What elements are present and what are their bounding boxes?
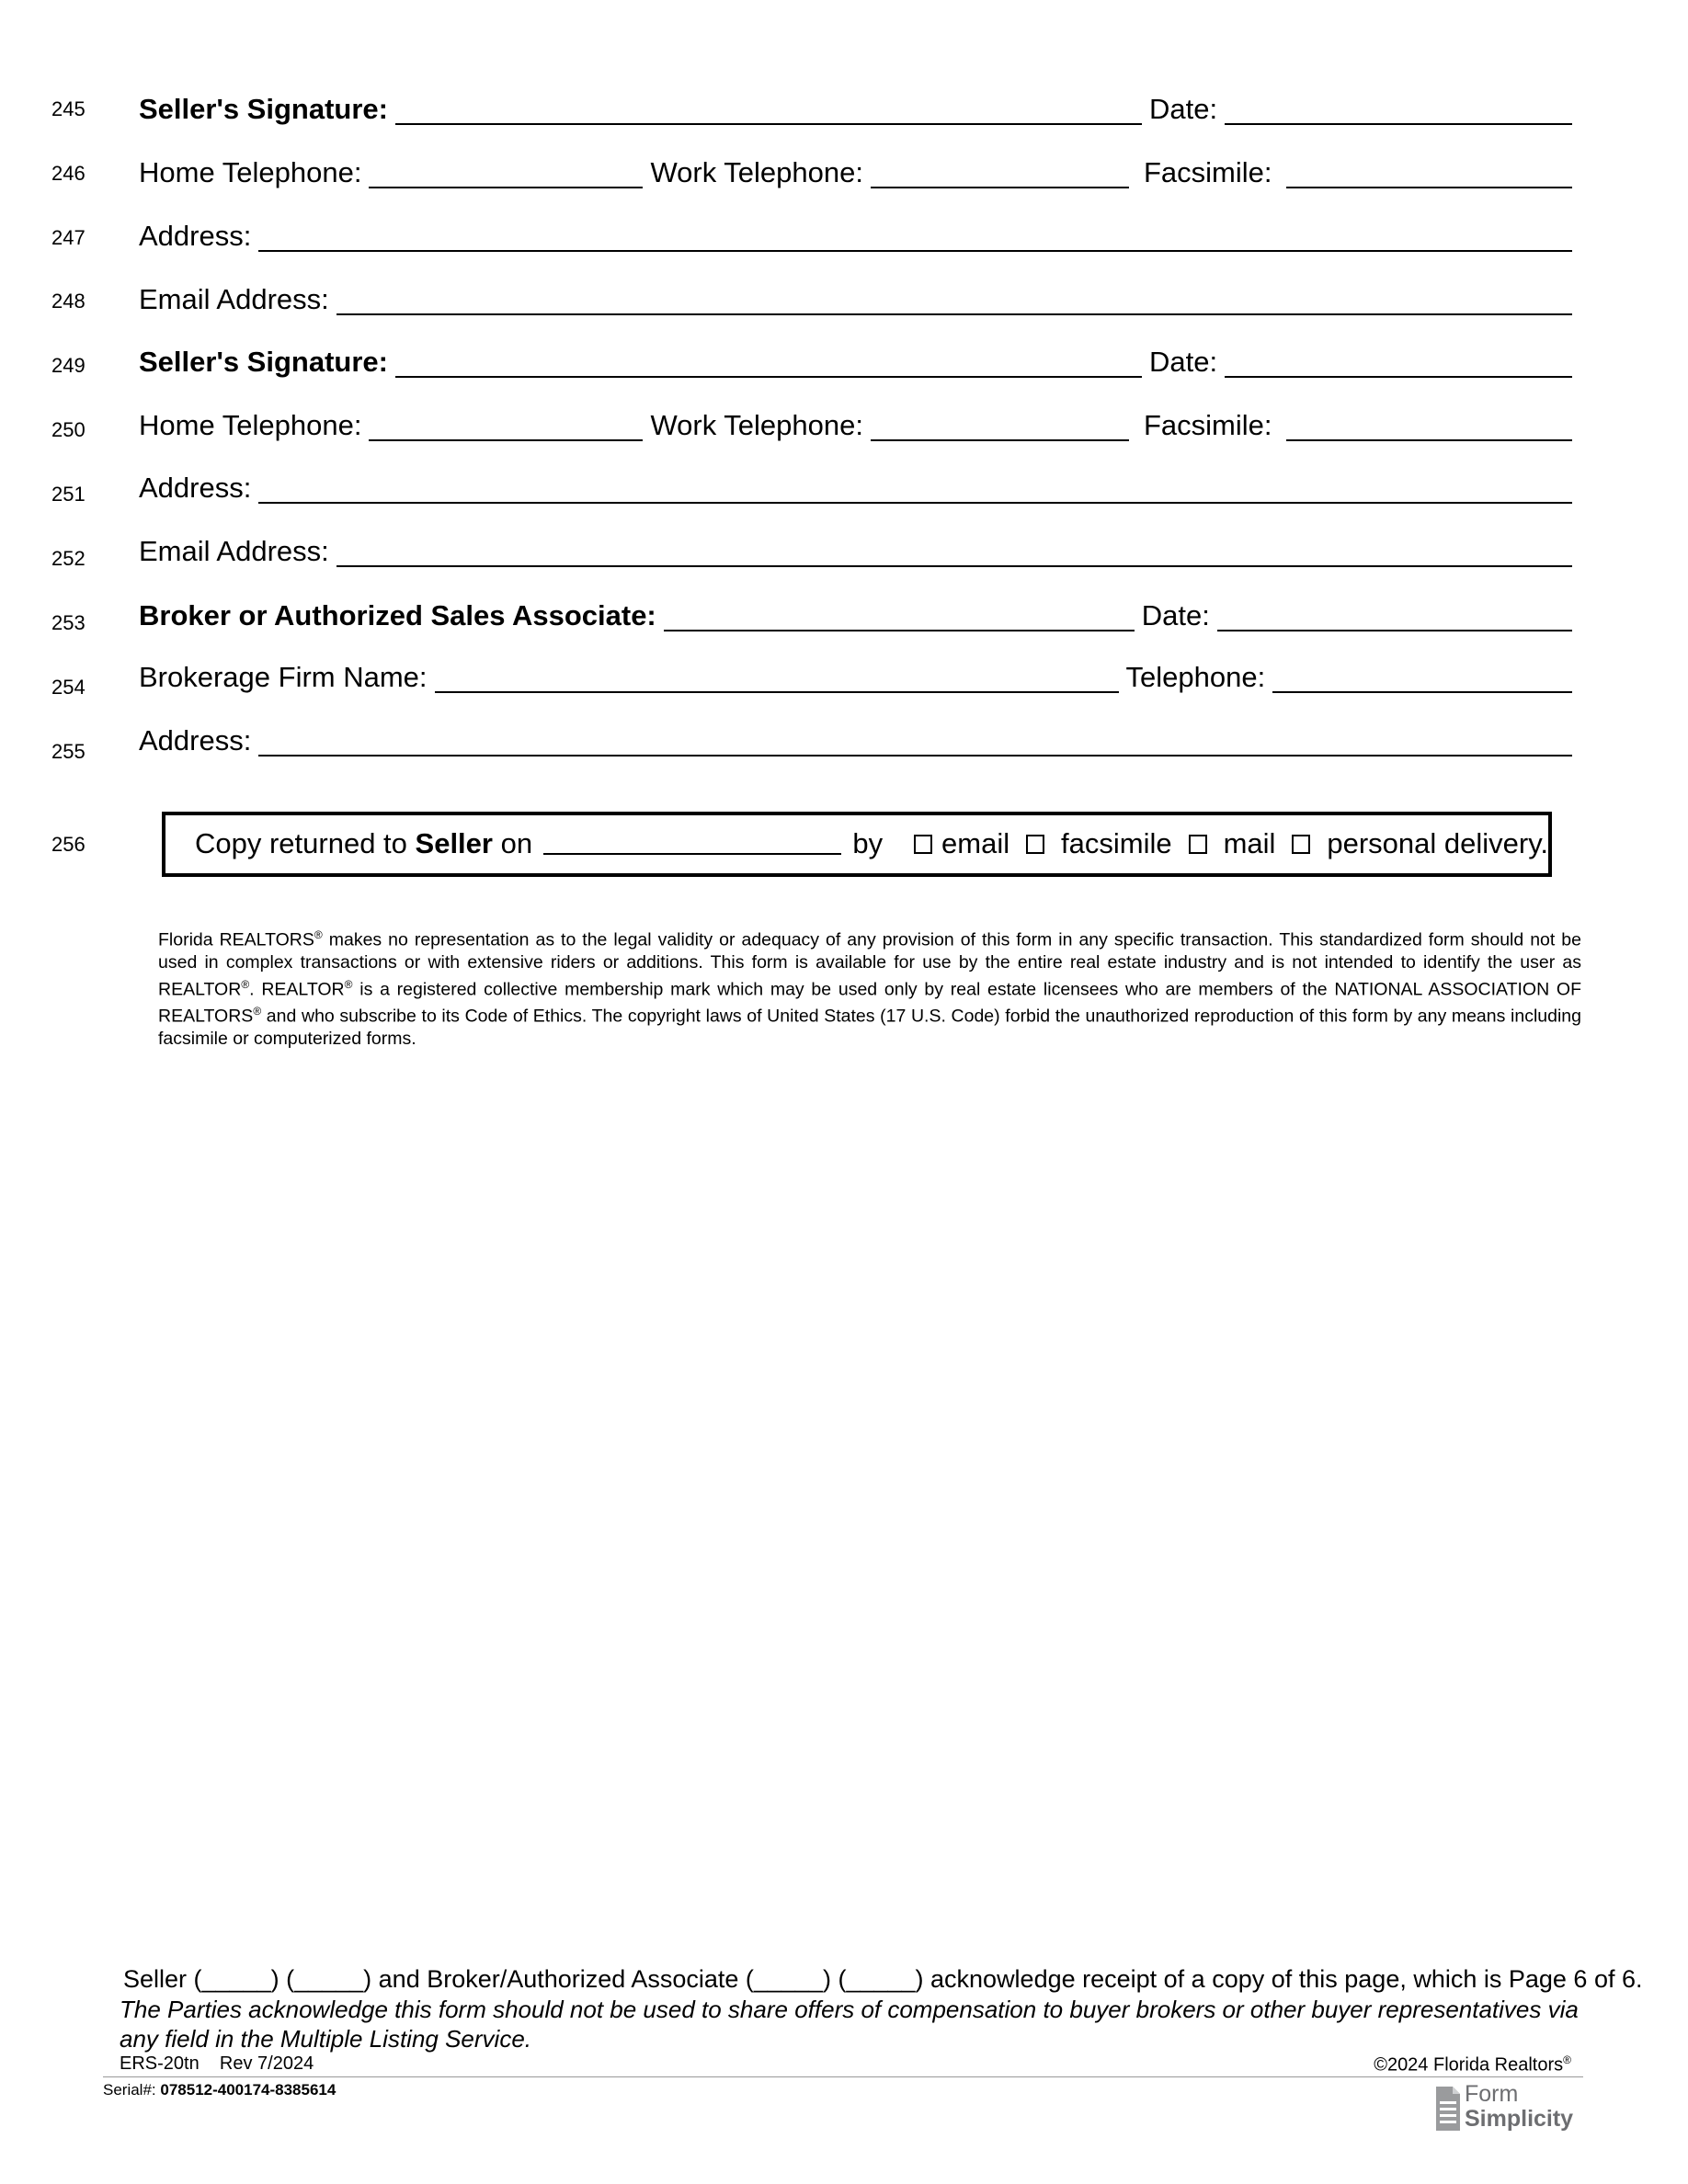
footer-divider <box>103 2076 1583 2077</box>
line-number: 249 <box>51 354 86 377</box>
acknowledgement-line: Seller (_____) (_____) and Broker/Authorized Associate (_____) (_____) acknowledge receipt of a copy of this page, which is Page 6 of 6. <box>123 1965 1643 1993</box>
work-telephone-field[interactable] <box>871 186 1129 188</box>
field-label: Address: <box>139 724 252 756</box>
field-label: Facsimile: <box>1143 156 1272 188</box>
disclaimer-text: Florida REALTORS <box>158 929 314 950</box>
legal-disclaimer <box>158 924 1581 1050</box>
copy-returned-label: Copy returned to <box>195 826 416 859</box>
disclaimer-text: and who subscribe to its Code of Ethics. The copyright laws of United States (17 U.S. Code) forbid the unauthorized reproduction of this form by any means including facsimile or computerized forms. <box>158 1006 1581 1049</box>
seller-label: Seller <box>415 826 493 859</box>
field-label: Work Telephone: <box>650 156 863 188</box>
seller-signature-row-2 <box>139 341 1572 378</box>
address-field[interactable] <box>258 501 1572 504</box>
address-field[interactable] <box>258 754 1572 756</box>
seller-email-row-2 <box>139 530 1572 567</box>
option-label: email <box>941 826 1010 859</box>
seller-signature-field[interactable] <box>395 122 1142 125</box>
broker-signature-field[interactable] <box>664 629 1135 631</box>
line-number: 251 <box>51 483 86 506</box>
line-number: 253 <box>51 611 86 634</box>
on-label: on <box>492 826 533 859</box>
seller-phone-row-2 <box>139 404 1572 441</box>
line-number: 250 <box>51 418 86 441</box>
date-field[interactable] <box>1225 375 1572 378</box>
field-label: Date: <box>1141 599 1210 631</box>
registered-mark: ® <box>1563 2053 1571 2066</box>
seller-address-row-1 <box>139 215 1572 252</box>
line-number: 255 <box>51 740 86 763</box>
copy-returned-box <box>162 812 1552 877</box>
field-label: Broker or Authorized Sales Associate: <box>139 599 656 631</box>
disclaimer-text: is a registered collective membership mark which may be used only by real estate licensees who are members of the NATIONAL ASSOCIATION OF REALTORS <box>158 979 1581 1027</box>
line-number: 245 <box>51 97 86 120</box>
field-label: Address: <box>139 472 252 504</box>
email-address-field[interactable] <box>336 564 1572 567</box>
broker-address-row <box>139 720 1572 756</box>
field-label: Email Address: <box>139 283 329 315</box>
registered-mark: ® <box>241 977 250 991</box>
field-label: Email Address: <box>139 535 329 567</box>
form-simplicity-logo <box>1434 2083 1572 2134</box>
field-label: Home Telephone: <box>139 409 362 441</box>
registered-mark: ® <box>253 1005 262 1018</box>
registered-mark: ® <box>344 977 353 991</box>
field-label: Seller's Signature: <box>139 346 388 378</box>
seller-signature-row-1 <box>139 88 1572 125</box>
seller-phone-row-1 <box>139 152 1572 188</box>
brokerage-firm-row <box>139 656 1572 693</box>
seller-address-row-2 <box>139 467 1572 504</box>
home-telephone-field[interactable] <box>369 438 643 441</box>
option-label: facsimile <box>1061 826 1172 859</box>
field-label: Brokerage Firm Name: <box>139 661 428 693</box>
field-label: Home Telephone: <box>139 156 362 188</box>
date-field[interactable] <box>1225 122 1572 125</box>
address-field[interactable] <box>258 249 1572 252</box>
line-number: 248 <box>51 290 86 313</box>
line-number: 254 <box>51 676 86 699</box>
line-number: 256 <box>51 833 86 856</box>
field-label: Facsimile: <box>1143 409 1272 441</box>
line-number: 247 <box>51 226 86 249</box>
document-icon <box>1434 2085 1462 2133</box>
field-label: Seller's Signature: <box>139 93 388 125</box>
line-number: 246 <box>51 162 86 185</box>
form-code: ERS-20tn Rev 7/2024 <box>120 2053 314 2074</box>
logo-text-simplicity: Simplicity <box>1465 2106 1574 2132</box>
by-label: by <box>852 826 884 859</box>
registered-mark: ® <box>314 928 323 941</box>
field-label: Date: <box>1148 93 1218 125</box>
personal-delivery-checkbox[interactable] <box>1292 835 1310 854</box>
field-label: Date: <box>1148 346 1218 378</box>
disclaimer-text: makes no representation as to the legal validity or adequacy of any provision of this form in any specific transaction. This standardized form should not be used in complex transactions or with extensive riders or additions. This form is available for use by the entire real estate industry and is not intended to identify the user as REALTOR <box>158 929 1581 999</box>
broker-signature-row <box>139 595 1572 631</box>
seller-email-row-1 <box>139 279 1572 315</box>
seller-signature-field[interactable] <box>395 375 1142 378</box>
brokerage-firm-name-field[interactable] <box>435 690 1119 693</box>
mail-checkbox[interactable] <box>1189 835 1207 854</box>
mls-notice: The Parties acknowledge this form should not be used to share offers of compensation to buyer brokers or other buyer representatives via any field in the Multiple Listing Service. <box>120 1996 1579 2053</box>
telephone-field[interactable] <box>1272 690 1572 693</box>
copyright-text: ©2024 Florida Realtors <box>1374 2054 1564 2076</box>
field-label: Work Telephone: <box>650 409 863 441</box>
serial-number <box>103 2081 336 2099</box>
line-number: 252 <box>51 547 86 570</box>
facsimile-field[interactable] <box>1286 186 1572 188</box>
copyright <box>1374 2053 1571 2076</box>
date-field[interactable] <box>1217 629 1572 631</box>
home-telephone-field[interactable] <box>369 186 643 188</box>
work-telephone-field[interactable] <box>871 438 1129 441</box>
logo-text-form: Form <box>1465 2081 1519 2107</box>
facsimile-field[interactable] <box>1286 438 1572 441</box>
serial-value: 078512-400174-8385614 <box>160 2081 336 2099</box>
field-label: Address: <box>139 220 252 252</box>
field-label: Telephone: <box>1125 661 1266 693</box>
copy-date-field[interactable] <box>543 852 841 855</box>
option-label: mail <box>1223 826 1276 859</box>
facsimile-checkbox[interactable] <box>1026 835 1044 854</box>
option-label: personal delivery. <box>1327 826 1549 859</box>
serial-label: Serial#: <box>103 2081 161 2099</box>
email-checkbox[interactable] <box>914 835 932 854</box>
disclaimer-text: . REALTOR <box>249 979 345 999</box>
email-address-field[interactable] <box>336 313 1572 315</box>
